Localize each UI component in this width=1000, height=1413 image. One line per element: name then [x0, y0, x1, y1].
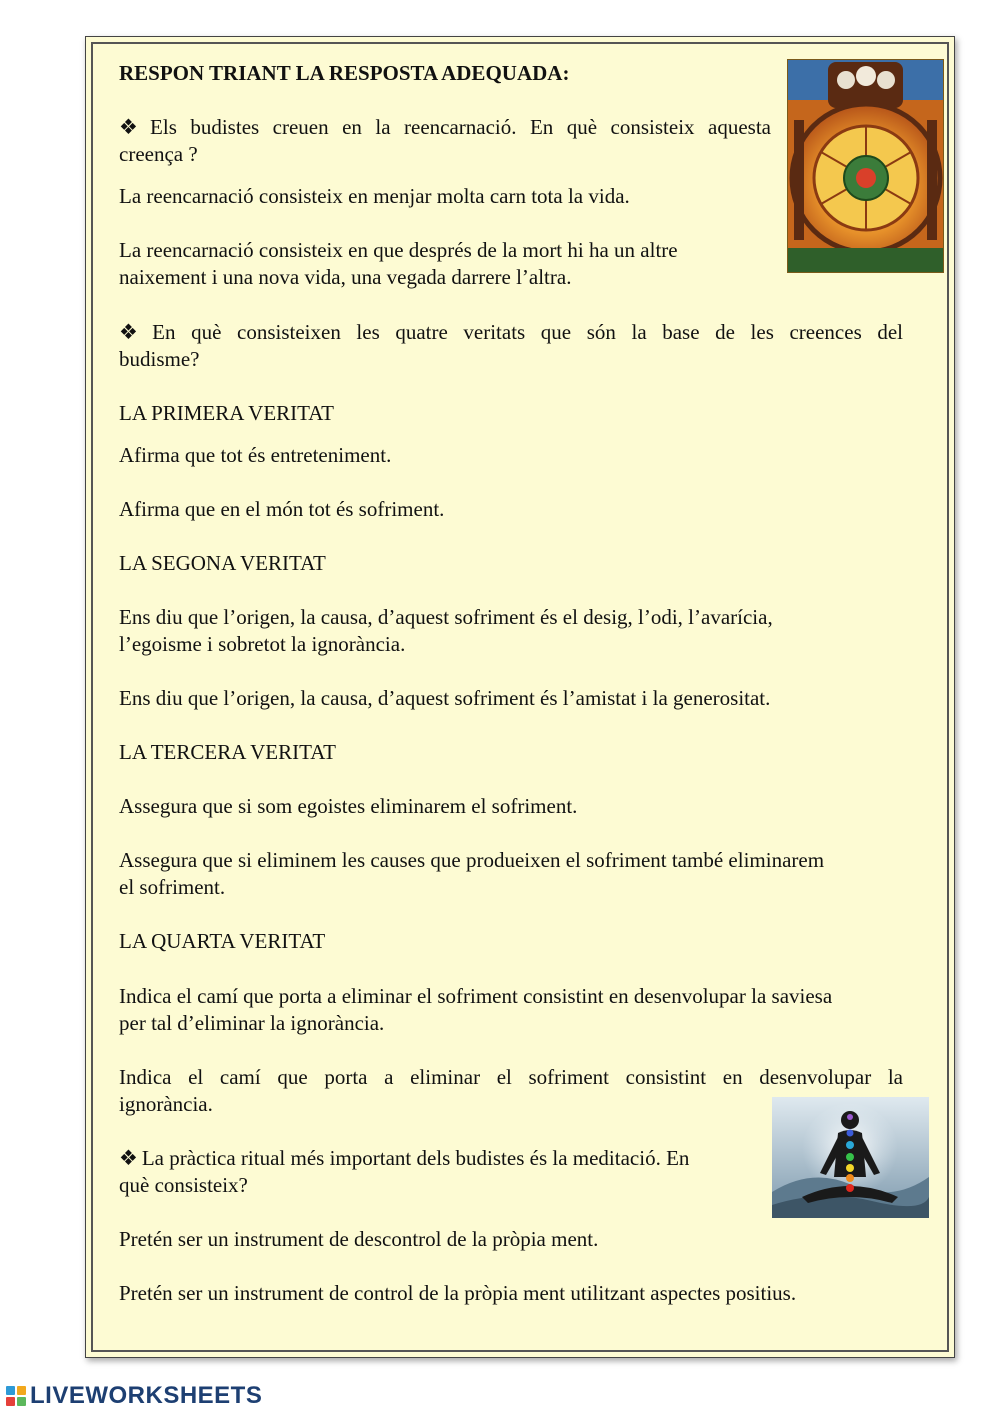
truth-2-heading: LA SEGONA VERITAT [119, 551, 326, 575]
logo-square-1 [6, 1386, 15, 1395]
truth-4-option-2-line-1[interactable]: Indica el camí que porta a eliminar el sofriment consistint en desenvolupar la [119, 1065, 903, 1089]
question-2-line-1: ❖ En què consisteixen les quatre veritats que són la base de les creences del [119, 320, 903, 344]
truth-4-option-1-line-1[interactable]: Indica el camí que porta a eliminar el sofriment consistint en desenvolupar la saviesa [119, 984, 833, 1008]
truth-2-option-1-line-1[interactable]: Ens diu que l’origen, la causa, d’aquest sofriment és el desig, l’odi, l’avarícia, [119, 605, 773, 629]
q3-option-2[interactable]: Pretén ser un instrument de control de la pròpia ment utilitzant aspectes positius. [119, 1281, 797, 1305]
truth-4-option-1-line-2[interactable]: per tal d’eliminar la ignorància. [119, 1011, 385, 1035]
truth-2-option-2[interactable]: Ens diu que l’origen, la causa, d’aquest sofriment és l’amistat i la generositat. [119, 686, 771, 710]
truth-1-option-1[interactable]: Afirma que tot és entreteniment. [119, 443, 392, 467]
q3-option-1[interactable]: Pretén ser un instrument de descontrol de la pròpia ment. [119, 1227, 599, 1251]
truth-3-option-1[interactable]: Assegura que si som egoistes eliminarem el sofriment. [119, 794, 578, 818]
logo-square-2 [17, 1386, 26, 1395]
wheel-of-life-illustration [788, 60, 943, 272]
truth-4-option-2-line-2[interactable]: ignorància. [119, 1092, 213, 1116]
truth-1-option-2[interactable]: Afirma que en el món tot és sofriment. [119, 497, 445, 521]
truth-2-option-1-line-2[interactable]: l’egoisme i sobretot la ignorància. [119, 632, 406, 656]
question-3-line-2: què consisteix? [119, 1173, 248, 1197]
worksheet-title: RESPON TRIANT LA RESPOSTA ADEQUADA: [119, 61, 570, 85]
meditation-image [772, 1097, 929, 1218]
question-1-line-1: ❖ Els budistes creuen en la reencarnació. En què consisteix aquesta [119, 115, 771, 139]
truth-3-option-2-line-2[interactable]: el sofriment. [119, 875, 226, 899]
q1-option-2-line-1[interactable]: La reencarnació consisteix en que després de la mort hi ha un altre [119, 238, 678, 262]
logo-square-3 [6, 1397, 15, 1406]
bullet-diamond-icon: ❖ [119, 1146, 138, 1170]
liveworksheets-logo[interactable] [6, 1381, 262, 1411]
logo-grid-icon [6, 1386, 26, 1406]
question-1-line-2: creença ? [119, 142, 198, 166]
question-3-line-1: ❖ La pràctica ritual més important dels budistes és la meditació. En [119, 1146, 690, 1170]
question-2-line-2: budisme? [119, 347, 200, 371]
truth-1-heading: LA PRIMERA VERITAT [119, 401, 334, 425]
bullet-diamond-icon: ❖ [119, 320, 149, 344]
bullet-diamond-icon: ❖ [119, 115, 147, 139]
logo-text: LIVEWORKSHEETS [30, 1382, 263, 1409]
truth-3-option-2-line-1[interactable]: Assegura que si eliminem les causes que produeixen el sofriment també eliminarem [119, 848, 825, 872]
q1-option-1[interactable]: La reencarnació consisteix en menjar molta carn tota la vida. [119, 184, 630, 208]
wheel-of-life-image [787, 59, 944, 273]
logo-square-4 [17, 1397, 26, 1406]
q1-option-2-line-2[interactable]: naixement i una nova vida, una vegada darrere l’altra. [119, 265, 572, 289]
truth-3-heading: LA TERCERA VERITAT [119, 740, 336, 764]
meditation-illustration [772, 1097, 929, 1218]
truth-4-heading: LA QUARTA VERITAT [119, 929, 326, 953]
